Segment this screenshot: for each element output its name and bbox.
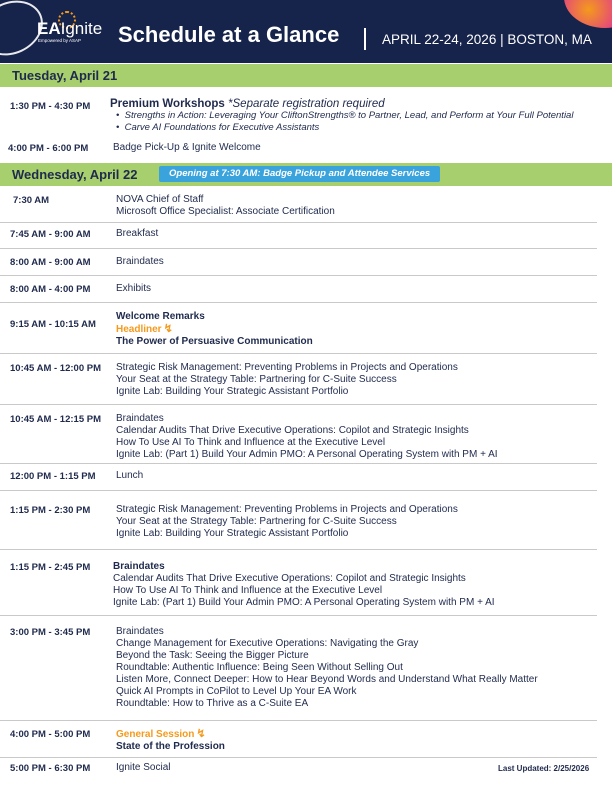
- session-line: Braindates: [116, 626, 164, 637]
- bullet-text: Strengths in Action: Leveraging Your CliftonStrengths® to Partner, Lead, and Perform at Your Full Potential: [124, 110, 574, 121]
- session-time: 9:15 AM - 10:15 AM: [10, 319, 96, 330]
- session-line: Breakfast: [116, 228, 159, 239]
- session-line: Microsoft Office Specialist: Associate Certification: [116, 206, 335, 217]
- session-time: 1:15 PM - 2:30 PM: [10, 505, 91, 516]
- header-banner: [0, 0, 612, 63]
- session-content: [116, 311, 313, 348]
- headliner-label: [116, 323, 313, 336]
- session-content: [116, 470, 143, 482]
- general-session-text: General Session: [116, 729, 195, 740]
- row-divider: [0, 404, 597, 405]
- title-divider: [364, 28, 366, 50]
- session-time: 10:45 AM - 12:00 PM: [10, 363, 101, 374]
- session-content: [110, 98, 573, 134]
- session-content: [116, 728, 225, 753]
- corner-graphic: [564, 0, 612, 28]
- day-label: Wednesday, April 22: [12, 167, 138, 182]
- session-time: 5:00 PM - 6:30 PM: [10, 763, 91, 774]
- session-line: Strategic Risk Management: Preventing Problems in Projects and Operations: [116, 362, 458, 373]
- session-content: [116, 504, 458, 540]
- session-content: [116, 626, 538, 710]
- session-line: Change Management for Executive Operations: Navigating the Gray: [116, 638, 419, 649]
- headliner-text: Headliner: [116, 324, 162, 335]
- row-divider: [0, 549, 597, 550]
- session-line: Calendar Audits That Drive Executive Operations: Copilot and Strategic Insights: [113, 573, 466, 584]
- session-time: 4:00 PM - 6:00 PM: [8, 143, 89, 154]
- session-line: The Power of Persuasive Communication: [116, 336, 313, 347]
- session-line: Ignite Lab: (Part 1) Build Your Admin PMO: A Personal Operating System with PM + AI: [113, 597, 495, 608]
- session-content: [116, 194, 335, 218]
- spark-arrow-icon: ↯: [163, 323, 173, 335]
- row-divider: [0, 757, 597, 758]
- day-label: Tuesday, April 21: [12, 68, 118, 83]
- session-content: [116, 228, 158, 240]
- last-updated: Last Updated: 2/25/2026: [498, 764, 590, 773]
- session-line: Ignite Social: [116, 762, 171, 773]
- session-time: 12:00 PM - 1:15 PM: [10, 471, 96, 482]
- session-line: Ignite Lab: Building Your Strategic Assistant Portfolio: [116, 386, 349, 397]
- spark-arrow-icon: ↯: [196, 728, 206, 740]
- session-line: Listen More, Connect Deeper: How to Hear Beyond Words and Understand What Really Matter: [116, 674, 538, 685]
- row-divider: [0, 275, 597, 276]
- session-line: Beyond the Task: Seeing the Bigger Picture: [116, 650, 309, 661]
- session-line: Roundtable: Authentic Influence: Being Seen Without Selling Out: [116, 662, 403, 673]
- logo-tagline: Empowered by ASAP: [38, 38, 82, 43]
- session-content: [116, 413, 498, 461]
- session-line: Braindates: [116, 413, 164, 424]
- row-divider: [0, 302, 597, 303]
- session-time: 7:45 AM - 9:00 AM: [10, 229, 91, 240]
- session-time: 1:30 PM - 4:30 PM: [10, 101, 91, 112]
- workshop-bullet: • Carve AI Foundations for Executive Assistants: [116, 122, 320, 133]
- row-divider: [0, 222, 597, 223]
- workshop-title-text: Premium Workshops: [110, 98, 225, 110]
- logo-ea: EA: [37, 19, 61, 38]
- day-header-tuesday: [0, 64, 612, 87]
- session-time: 4:00 PM - 5:00 PM: [10, 729, 91, 740]
- session-line: NOVA Chief of Staff: [116, 194, 204, 205]
- session-line: Braindates: [116, 256, 164, 267]
- session-time: 1:15 PM - 2:45 PM: [10, 562, 91, 573]
- session-time: 10:45 AM - 12:15 PM: [10, 414, 101, 425]
- session-line: Ignite Lab: (Part 1) Build Your Admin PMO: A Personal Operating System with PM + AI: [116, 449, 498, 460]
- session-line: Your Seat at the Strategy Table: Partnering for C-Suite Success: [116, 516, 397, 527]
- workshop-title: [110, 98, 573, 110]
- session-time: 8:00 AM - 4:00 PM: [10, 284, 91, 295]
- session-line: Your Seat at the Strategy Table: Partnering for C-Suite Success: [116, 374, 397, 385]
- session-line: Calendar Audits That Drive Executive Operations: Copilot and Strategic Insights: [116, 425, 469, 436]
- row-divider: [0, 615, 597, 616]
- session-line: Ignite Lab: Building Your Strategic Assistant Portfolio: [116, 528, 349, 539]
- bullet-text: Carve AI Foundations for Executive Assistants: [124, 122, 320, 133]
- session-line: Lunch: [116, 470, 144, 481]
- row-divider: [0, 720, 597, 721]
- row-divider: [0, 490, 597, 491]
- session-line: State of the Profession: [116, 741, 225, 752]
- row-divider: [0, 463, 597, 464]
- logo-ignite: Ignite: [60, 19, 103, 38]
- session-content: [116, 362, 458, 398]
- page-title: Schedule at a Glance: [118, 22, 340, 47]
- session-line: Welcome Remarks: [116, 311, 205, 322]
- workshop-bullet: • Strengths in Action: Leveraging Your CliftonStrengths® to Partner, Lead, and Perform at Your Full Potential: [116, 110, 574, 121]
- session-line: Badge Pick-Up & Ignite Welcome: [113, 142, 261, 153]
- session-line: Roundtable: How to Thrive as a C-Suite EA: [116, 698, 309, 709]
- event-date-location: APRIL 22-24, 2026 | BOSTON, MA: [382, 32, 592, 47]
- general-session-label: [116, 728, 225, 741]
- session-content: [116, 762, 170, 774]
- session-line: How To Use AI To Think and Influence at the Executive Level: [116, 437, 386, 448]
- session-line: How To Use AI To Think and Influence at the Executive Level: [113, 585, 383, 596]
- session-content: [113, 142, 261, 154]
- row-divider: [0, 248, 597, 249]
- session-line: Quick AI Prompts in CoPilot to Level Up Your EA Work: [116, 686, 357, 697]
- session-time: 3:00 PM - 3:45 PM: [10, 627, 91, 638]
- logo: [37, 19, 102, 39]
- session-line: Exhibits: [116, 283, 152, 294]
- session-time: 8:00 AM - 9:00 AM: [10, 257, 91, 268]
- session-time: 7:30 AM: [13, 195, 50, 206]
- day-header-wednesday: [0, 163, 612, 186]
- opening-badge: Opening at 7:30 AM: Badge Pickup and Attendee Services: [159, 166, 440, 182]
- session-line: Strategic Risk Management: Preventing Problems in Projects and Operations: [116, 504, 458, 515]
- session-content: [113, 561, 495, 609]
- session-content: [116, 283, 151, 295]
- session-content: [116, 256, 164, 268]
- workshop-note: *Separate registration required: [228, 98, 385, 110]
- row-divider: [0, 353, 597, 354]
- session-line: Braindates: [113, 561, 165, 572]
